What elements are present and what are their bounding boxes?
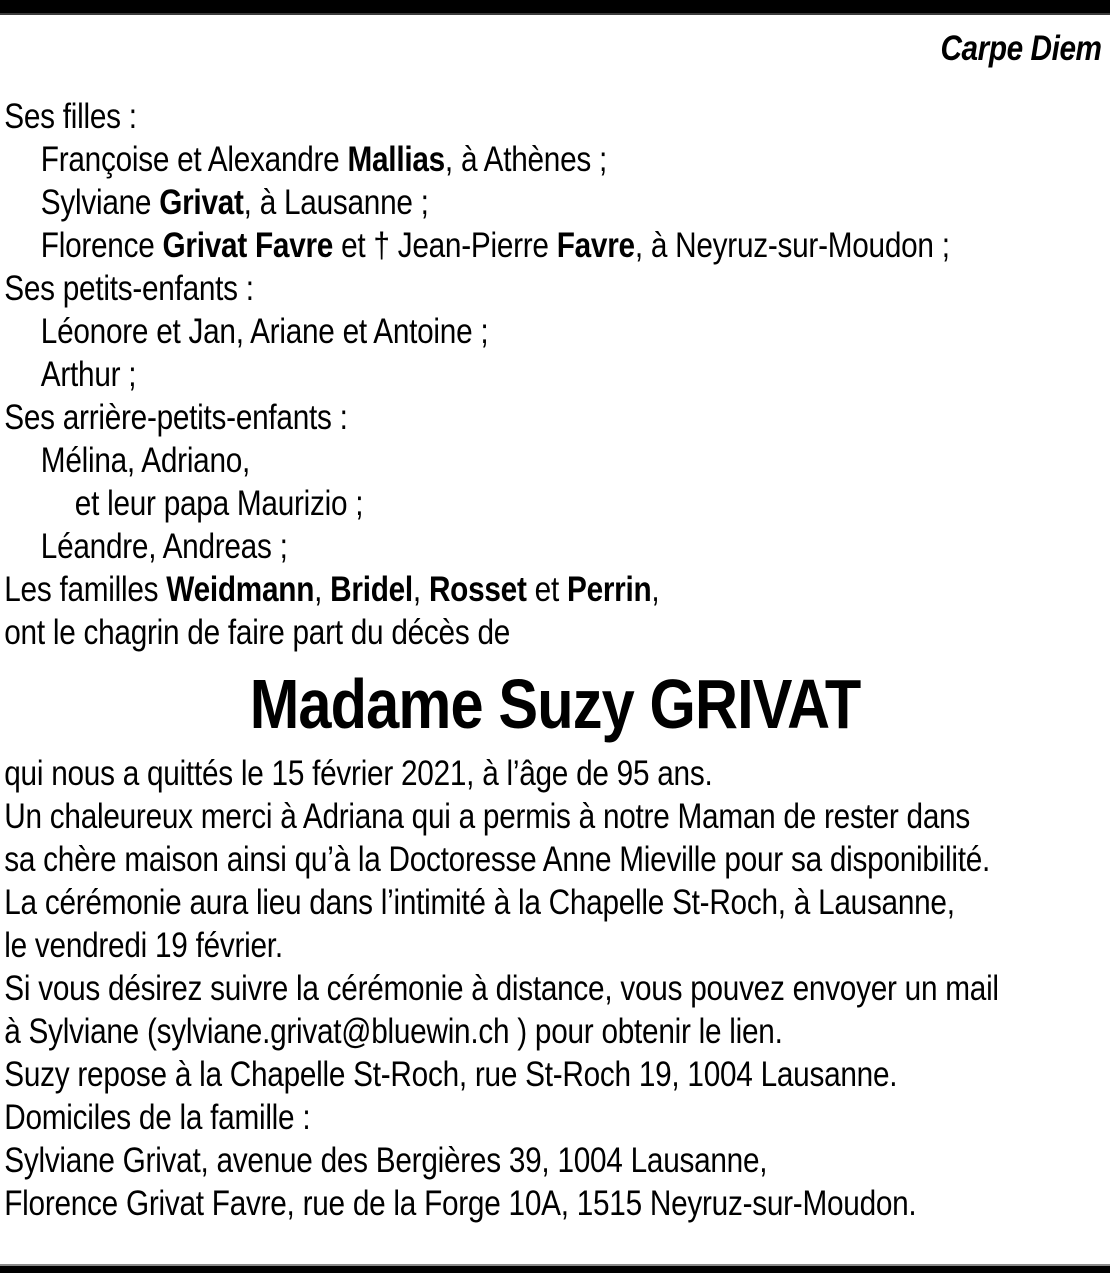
motto-carpe-diem: Carpe Diem bbox=[940, 29, 1102, 68]
notice-text: Ses arrière-petits-enfants : bbox=[4, 398, 348, 437]
family-section bbox=[0, 95, 1110, 654]
notice-line bbox=[0, 1096, 1110, 1139]
notice-text: Florence Grivat Favre, rue de la Forge 10A, 1515 Neyruz-sur-Moudon. bbox=[4, 1184, 917, 1223]
notice-text: Arthur ; bbox=[40, 355, 137, 394]
notice-text: Suzy repose à la Chapelle St-Roch, rue St-Roch 19, 1004 Lausanne. bbox=[4, 1055, 898, 1094]
top-rule bbox=[0, 0, 1110, 15]
notice-text: Si vous désirez suivre la cérémonie à distance, vous pouvez envoyer un mail bbox=[4, 969, 999, 1008]
notice-line bbox=[0, 181, 1110, 224]
notice-line bbox=[0, 439, 1110, 482]
surname-bold-text: Perrin bbox=[566, 570, 652, 609]
notice-text: Sylviane Grivat, avenue des Bergières 39, 1004 Lausanne, bbox=[4, 1141, 768, 1180]
notice-line bbox=[0, 482, 1110, 525]
notice-text: , bbox=[651, 570, 660, 609]
details-section bbox=[0, 752, 1110, 1225]
notice-text: Mélina, Adriano, bbox=[40, 441, 251, 480]
notice-text: , bbox=[314, 570, 331, 609]
notice-line bbox=[0, 795, 1110, 838]
notice-text: , à Neyruz-sur-Moudon ; bbox=[634, 226, 950, 265]
surname-bold-text: Weidmann bbox=[166, 570, 315, 609]
notice-text: et † Jean-Pierre bbox=[333, 226, 557, 265]
notice-line bbox=[0, 95, 1110, 138]
notice-text: Françoise et Alexandre bbox=[40, 140, 348, 179]
notice-line bbox=[0, 396, 1110, 439]
notice-line bbox=[0, 1139, 1110, 1182]
notice-line bbox=[0, 224, 1110, 267]
notice-line bbox=[0, 967, 1110, 1010]
notice-line bbox=[0, 1010, 1110, 1053]
surname-bold-text: Grivat bbox=[159, 183, 244, 222]
notice-text: La cérémonie aura lieu dans l’intimité à la Chapelle St-Roch, à Lausanne, bbox=[4, 883, 955, 922]
notice-text: Domiciles de la famille : bbox=[4, 1098, 311, 1137]
notice-line bbox=[0, 353, 1110, 396]
notice-text: Un chaleureux merci à Adriana qui a permis à notre Maman de rester dans bbox=[4, 797, 971, 836]
notice-text: Ses filles : bbox=[4, 97, 137, 136]
notice-text: à Sylviane (sylviane.grivat@bluewin.ch ) pour obtenir le lien. bbox=[4, 1012, 783, 1051]
notice-text: , à Athènes ; bbox=[444, 140, 608, 179]
notice-text: qui nous a quittés le 15 février 2021, à l’âge de 95 ans. bbox=[4, 754, 713, 793]
notice-content bbox=[0, 95, 1110, 1225]
surname-bold-text: Mallias bbox=[347, 140, 445, 179]
surname-bold-text: Bridel bbox=[330, 570, 413, 609]
notice-line bbox=[0, 138, 1110, 181]
notice-text: , à Lausanne ; bbox=[243, 183, 429, 222]
notice-line bbox=[0, 310, 1110, 353]
notice-line bbox=[0, 568, 1110, 611]
notice-line bbox=[0, 752, 1110, 795]
notice-line bbox=[0, 1053, 1110, 1096]
notice-text: et bbox=[526, 570, 567, 609]
notice-text: Sylviane bbox=[40, 183, 160, 222]
surname-bold-text: Rosset bbox=[428, 570, 527, 609]
notice-line bbox=[0, 881, 1110, 924]
notice-line bbox=[0, 924, 1110, 967]
notice-line bbox=[0, 838, 1110, 881]
notice-text: et leur papa Maurizio ; bbox=[74, 484, 364, 523]
notice-line bbox=[0, 611, 1110, 654]
notice-text: , bbox=[412, 570, 429, 609]
notice-text: sa chère maison ainsi qu’à la Doctoresse Anne Mieville pour sa disponibilité. bbox=[4, 840, 991, 879]
surname-bold-text: Grivat Favre bbox=[162, 226, 334, 265]
notice-text: le vendredi 19 février. bbox=[4, 926, 283, 965]
bottom-rule bbox=[0, 1264, 1110, 1273]
notice-line bbox=[0, 267, 1110, 310]
deceased-name-title: Madame Suzy GRIVAT bbox=[249, 665, 861, 743]
notice-text: Ses petits-enfants : bbox=[4, 269, 254, 308]
notice-line bbox=[0, 1182, 1110, 1225]
notice-line bbox=[0, 525, 1110, 568]
notice-text: Florence bbox=[40, 226, 163, 265]
surname-bold-text: Favre bbox=[556, 226, 635, 265]
notice-text: Léandre, Andreas ; bbox=[40, 527, 288, 566]
notice-text: Léonore et Jan, Ariane et Antoine ; bbox=[40, 312, 489, 351]
notice-text: Les familles bbox=[4, 570, 167, 609]
notice-text: ont le chagrin de faire part du décès de bbox=[4, 613, 511, 652]
notice-body bbox=[0, 29, 1110, 1225]
